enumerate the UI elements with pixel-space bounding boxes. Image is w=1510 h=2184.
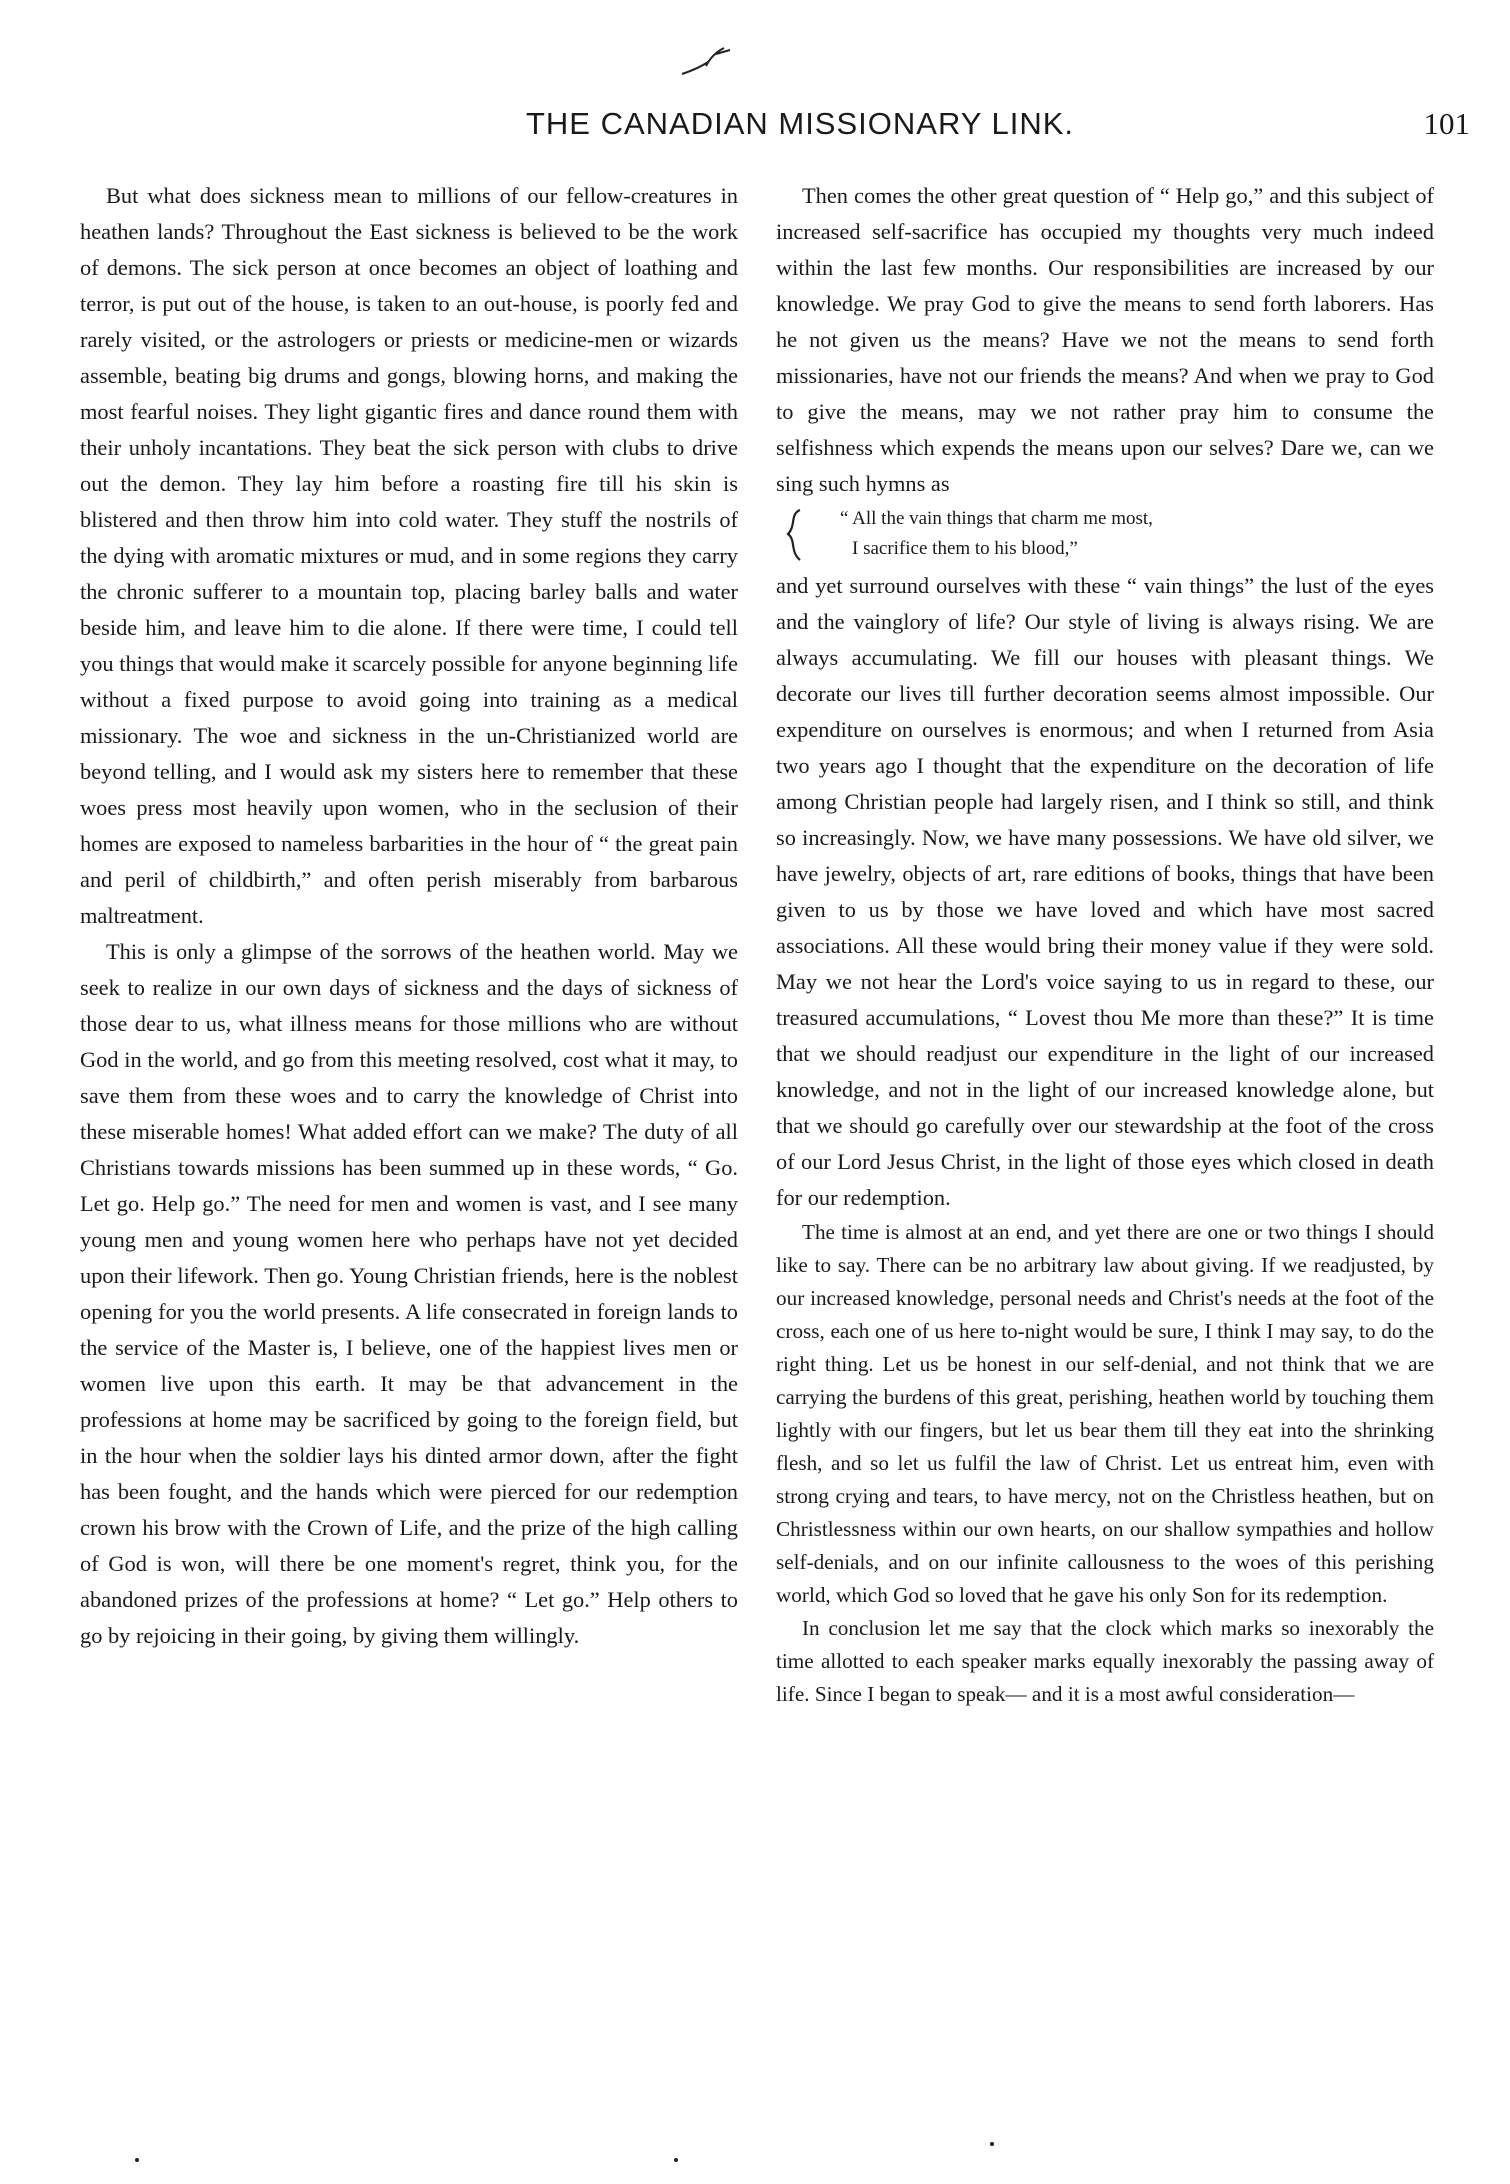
hymn-quote <box>776 504 1434 564</box>
pen-mark-icon <box>676 44 736 80</box>
left-paragraph-1: But what does sickness mean to millions of our fellow-creatures in heathen lands? Throughout the East sickness is believed to be the work of demons. The sick person at once becomes an object of loathing and terror, is put out of the house, is taken to an out-house, is poorly fed and rarely visited, or the astrologers or priests or medicine-men or wizards assemble, beating big drums and gongs, blowing horns, and making the most fearful noises. They light gigantic fires and dance round them with their unholy incantations. They beat the sick person with clubs to drive out the demon. They lay him before a roasting fire till his skin is blistered and then throw him into cold water. They stuff the nostrils of the dying with aromatic mixtures or mud, and in some regions they carry the chronic sufferer to a mountain top, placing barley balls and water beside him, and leave him to die alone. If there were time, I could tell you things that would make it scarcely possible for anyone beginning life without a fixed purpose to avoid going into training as a medical missionary. The woe and sickness in the un-Christianized world are beyond telling, and I would ask my sisters here to remember that these woes press most heavily upon women, who in the seclusion of their homes are exposed to nameless barbarities in the hour of “ the great pain and peril of childbirth,” and often perish miserably from barbarous maltreatment. <box>80 183 738 928</box>
right-paragraph-3: The time is almost at an end, and yet there are one or two things I should like to say. There can be no arbitrary law about giving. If we readjusted, by our increased knowledge, personal needs and Christ's needs at the foot of the cross, each one of us here to-night would be sure, I think I may say, to do the right thing. Let us be honest in our self-denial, and not think that we are carrying the burdens of this great, perishing, heathen world by touching them lightly with our fingers, but let us bear them till they eat into the shrinking flesh, and so let us fulfil the law of Christ. Let us entreat him, even with strong crying and tears, to have mercy, not on the Christless heathen, but on Christlessness within our own hearts, on our shallow sympathies and hollow self-denials, and on our infinite callousness to the woes of this perishing world, which God so loved that he gave his only Son for its redemption. <box>776 1220 1434 1607</box>
left-column <box>80 178 738 2128</box>
right-column <box>776 178 1434 2128</box>
right-paragraph-2: and yet surround ourselves with these “ vain things” the lust of the eyes and the vainglory of life? Our style of living is always rising. We are always accumulating. We fill our houses with pleasant things. We decorate our lives till further decoration seems almost impossible. Our expenditure on ourselves is enormous; and when I returned from Asia two years ago I thought that the expenditure on the decoration of life among Christian people had largely risen, and I think so still, and think so increasingly. Now, we have many possessions. We have old silver, we have jewelry, objects of art, rare editions of books, things that have been given to us by those we have loved and which have most sacred associations. All these would bring their money value if they were sold. May we not hear the Lord's voice saying to us in regard to these, our treasured accumulations, “ Lovest thou Me more than these?” It is time that we should readjust our expenditure in the light of our increased knowledge, and not in the light of our increased knowledge alone, but that we should go carefully over our stewardship at the foot of the cross of our Lord Jesus Christ, in the light of those eyes which closed in death for our redemption. <box>776 573 1434 1210</box>
hymn-line-1: “ All the vain things that charm me most, <box>840 508 1153 529</box>
right-paragraph-1: Then comes the other great question of “ Help go,” and this subject of increased self-sacrifice has occupied my thoughts very much indeed within the last few months. Our responsibilities are increased by our knowledge. We pray God to give the means to send forth laborers. Has he not given us the means? Have we not the means to send forth missionaries, have not our friends the means? And when we pray to God to give the means, may we not rather pray him to consume the selfishness which expends the means upon our selves? Dare we, can we sing such hymns as <box>776 183 1434 496</box>
hymn-line-2: I sacrifice them to his blood,” <box>852 538 1078 559</box>
footer-dot <box>135 2158 139 2162</box>
footer-dot <box>674 2158 678 2162</box>
right-paragraph-4: In conclusion let me say that the clock which marks so inexorably the time allotted to each speaker marks equally inexorably the passing away of life. Since I began to speak— and it is a most awful consideration— <box>776 1616 1434 1706</box>
right-tight-section <box>776 1216 1434 1711</box>
left-paragraph-2: This is only a glimpse of the sorrows of the heathen world. May we seek to realize in our own days of sickness and the days of sickness of those dear to us, what illness means for those millions who are without God in the world, and go from this meeting resolved, cost what it may, to save them from these woes and to carry the knowledge of Christ into these miserable homes! What added effort can we make? The duty of all Christians towards missions has been summed up in these words, “ Go. Let go. Help go.” The need for men and women is vast, and I see many young men and young women here who perhaps have not yet decided upon their lifework. Then go. Young Christian friends, here is the noblest opening for you the world presents. A life consecrated in foreign lands to the service of the Master is, I believe, one of the happiest lives men or women live upon this earth. It may be that advancement in the professions at home may be sacrificed by going to the foreign field, but in the hour when the soldier lays his dinted armor down, after the fight has been fought, and the hands which were pierced for our redemption crown his brow with the Crown of Life, and the prize of the high calling of God is won, will there be one moment's regret, think you, for the abandoned prizes of the professions at home? “ Let go.” Help others to go by rejoicing in their going, by giving them willingly. <box>80 939 738 1648</box>
page-number: 101 <box>1423 106 1470 141</box>
brace-icon <box>784 508 806 562</box>
journal-title: THE CANADIAN MISSIONARY LINK. <box>525 106 1075 141</box>
page-header <box>70 106 1470 152</box>
footer-dot <box>990 2142 994 2146</box>
